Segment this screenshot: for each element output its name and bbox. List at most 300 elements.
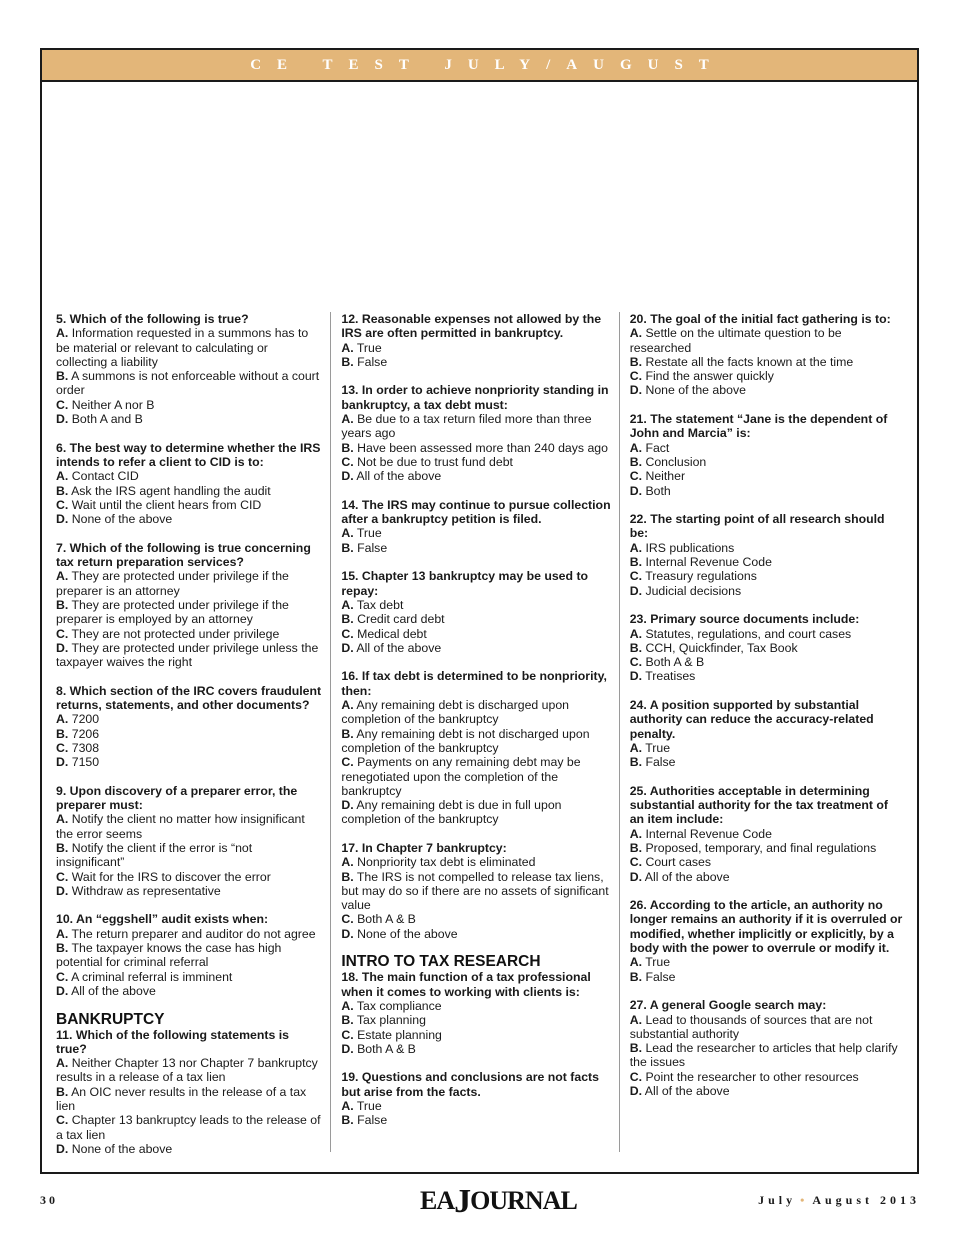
question-item [341,970,610,1056]
option-letter: A. [341,412,354,427]
question-text: 24. A position supported by substantial authority can reduce the accuracy-related penalty. [629,698,874,741]
answer-option [341,641,610,655]
question-text: 11. Which of the following statements is true? [56,1027,289,1056]
option-text: Find the answer quickly [645,369,774,384]
answer-option [56,569,322,598]
answer-option [56,1085,322,1114]
answer-option [341,927,610,941]
question-text: 25. Authorities acceptable in determining substantial authority for the tax treatment of an item include: [629,783,888,827]
option-letter: B. [629,755,643,770]
option-text: Any remaining debt is due in full upon completion of the bankruptcy [341,798,562,827]
option-letter: A. [56,1056,69,1071]
option-letter: C. [56,969,69,984]
answer-option [341,1099,610,1113]
answer-option [56,412,322,426]
option-letter: C. [56,397,69,412]
option-text: Both A and B [71,412,143,427]
option-letter: D. [56,640,69,655]
question-item [630,612,905,683]
option-text: They are not protected under privilege [71,626,280,641]
answer-option [341,455,610,469]
option-letter: D. [56,512,69,527]
question-text: 16. If tax debt is determined to be nonpriority, then: [341,669,607,698]
question-text: 14. The IRS may continue to pursue collection after a bankruptcy petition is filed. [341,497,611,527]
answer-option [56,812,322,841]
option-text: Both A & B [357,912,416,927]
option-text: Wait until the client hears from CID [71,497,262,512]
answer-option [630,741,905,755]
answer-option [341,469,610,483]
column-1 [56,312,330,1156]
page-footer [40,1183,920,1220]
option-text: Neither [645,469,686,484]
option-text: False [357,540,388,555]
answer-option [56,841,322,870]
option-letter: D. [629,483,643,498]
question-text: 18. The main function of a tax professional when it comes to working with clients is: [341,970,591,999]
answer-option [630,469,905,483]
answer-option [630,1084,905,1098]
option-letter: A. [341,340,354,355]
option-text: The IRS is not compelled to release tax liens, but may do so if there are no assets of significant value [341,869,609,913]
answer-option [341,1042,610,1056]
option-letter: D. [629,869,643,884]
question-text: 12. Reasonable expenses not allowed by the IRS are often permitted in bankruptcy. [341,312,602,341]
question-item [56,541,322,670]
option-text: A summons is not enforceable without a court order [56,369,320,398]
option-text: False [357,1113,388,1128]
option-text: Notify the client no matter how insignificant the error seems [56,812,305,841]
answer-option [630,541,905,555]
question-text: 21. The statement “Jane is the dependent of John and Marcia” is: [629,412,888,441]
option-letter: B. [341,540,354,555]
option-text: Statutes, regulations, and court cases [645,626,852,641]
option-text: True [356,340,382,355]
option-text: 7200 [71,712,100,727]
option-letter: D. [56,412,69,427]
option-letter: B. [56,840,69,855]
question-text: 26. According to the article, an authority no longer remains an authority if it is overruled or modified, whether implicitly or explicitly, by a body with the power to overrule or modify it. [629,898,903,956]
option-text: Lead to thousands of sources that are not substantial authority [629,1012,873,1041]
question-text: 5. Which of the following is true? [56,312,249,326]
issue-separator: • [800,1193,809,1207]
option-text: Have been assessed more than 240 days ago [357,440,608,455]
question-text: 20. The goal of the initial fact gathering is to: [629,312,891,326]
option-text: 7206 [71,726,100,741]
option-text: All of the above [644,1084,730,1099]
answer-option [341,870,610,913]
answer-option [630,1041,905,1070]
option-letter: C. [629,855,643,870]
option-letter: B. [629,840,643,855]
answer-option [630,1013,905,1042]
question-item [56,912,322,998]
option-text: They are protected under privilege unless the taxpayer waives the right [56,640,319,670]
option-text: All of the above [356,640,442,655]
option-text: None of the above [645,383,746,398]
option-text: Contact CID [71,469,139,484]
option-text: A criminal referral is imminent [71,969,233,984]
option-letter: A. [629,540,643,555]
option-letter: D. [56,883,69,898]
answer-option [341,727,610,756]
question-item [630,512,905,598]
question-item [341,498,610,555]
page-number: 30 [40,1193,58,1207]
option-letter: A. [629,326,643,341]
answer-option [341,1028,610,1042]
option-letter: A. [56,812,69,827]
answer-option [630,955,905,969]
option-text: All of the above [356,469,442,484]
option-text: The return preparer and auditor do not agree [71,926,316,941]
option-letter: A. [629,1012,643,1027]
answer-option [341,412,610,441]
option-text: Treasury regulations [645,569,757,584]
question-item [56,784,322,898]
answer-option [56,1113,322,1142]
option-text: Both A & B [357,1041,416,1056]
question-item [56,1028,322,1157]
option-text: False [645,969,676,984]
question-columns [56,312,905,1156]
option-letter: B. [56,726,69,741]
answer-option [630,827,905,841]
option-text: Not be due to trust fund debt [357,454,513,469]
option-letter: C. [56,497,69,512]
option-letter: A. [629,626,643,641]
option-letter: D. [629,383,643,398]
answer-option [341,526,610,540]
option-text: Tax planning [356,1013,426,1028]
answer-option [341,999,610,1013]
question-text: 7. Which of the following is true concerning tax return preparation services? [56,540,311,570]
question-item [341,312,610,369]
option-letter: C. [341,626,354,641]
answer-option [630,355,905,369]
option-text: Estate planning [357,1027,442,1042]
option-text: They are protected under privilege if the preparer is an attorney [56,569,289,598]
answer-option [341,912,610,926]
logo-j: J [454,1183,471,1220]
answer-option [56,1142,322,1156]
answer-option [630,326,905,355]
question-item [630,898,905,984]
option-letter: A. [629,826,643,841]
answer-option [630,669,905,683]
answer-option [56,970,322,984]
option-letter: D. [56,983,69,998]
page-frame [40,48,919,1174]
option-text: Withdraw as representative [71,883,221,898]
answer-option [341,541,610,555]
option-text: None of the above [71,1141,173,1156]
option-letter: A. [341,526,354,541]
option-letter: C. [341,454,354,469]
option-text: Any remaining debt is discharged upon completion of the bankruptcy [341,698,570,727]
option-letter: C. [56,626,69,641]
option-letter: C. [629,1069,643,1084]
answer-option [630,855,905,869]
option-letter: A. [341,1099,354,1114]
answer-option [56,927,322,941]
option-letter: A. [56,569,69,584]
option-text: 7308 [71,740,100,755]
answer-option [341,627,610,641]
answer-option [341,698,610,727]
answer-option [56,727,322,741]
option-letter: A. [56,926,69,941]
option-text: Settle on the ultimate question to be researched [629,326,842,355]
question-text: 22. The starting point of all research should be: [629,512,885,541]
option-text: Be due to a tax return filed more than three years ago [341,412,592,441]
option-text: Payments on any remaining debt may be renegotiated upon the completion of the bankruptcy [341,755,581,798]
answer-option [56,627,322,641]
option-text: Tax compliance [356,998,442,1013]
answer-option [56,712,322,726]
column-3 [619,312,905,1152]
option-letter: A. [341,998,354,1013]
option-text: Point the researcher to other resources [645,1069,859,1084]
option-text: Chapter 13 bankruptcy leads to the release of a tax lien [56,1113,321,1142]
answer-option [341,441,610,455]
answer-option [56,512,322,526]
option-letter: A. [629,955,643,970]
question-text: 13. In order to achieve nonpriority standing in bankruptcy, a tax debt must: [341,383,609,412]
question-item [341,383,610,483]
option-letter: B. [629,1041,643,1056]
option-letter: B. [341,869,354,884]
option-text: Neither A nor B [71,397,155,412]
question-item [341,669,610,826]
question-item [630,412,905,498]
answer-option [56,398,322,412]
option-text: None of the above [357,926,458,941]
section-banner [42,50,917,82]
option-letter: B. [56,941,69,956]
answer-option [56,941,322,970]
question-text: 17. In Chapter 7 bankruptcy: [341,840,507,855]
option-text: Nonpriority tax debt is eliminated [357,855,536,870]
option-text: Both A & B [645,655,705,670]
option-letter: C. [629,655,643,670]
option-letter: D. [629,669,643,684]
answer-option [630,655,905,669]
option-letter: B. [56,1084,69,1099]
answer-option [341,355,610,369]
option-text: False [645,755,676,770]
answer-option [56,884,322,898]
answer-option [56,755,322,769]
option-letter: A. [56,326,69,341]
option-letter: D. [629,583,643,598]
answer-option [56,369,322,398]
option-text: False [357,354,388,369]
option-letter: D. [629,1084,643,1099]
option-letter: A. [629,740,643,755]
option-letter: C. [341,912,354,927]
answer-option [56,484,322,498]
answer-option [630,584,905,598]
option-text: 7150 [71,755,100,770]
option-letter: D. [341,1041,354,1056]
question-text: 9. Upon discovery of a preparer error, the preparer must: [56,783,298,813]
question-item [56,312,322,426]
column-2 [330,312,618,1152]
answer-option [56,641,322,670]
question-text: 15. Chapter 13 bankruptcy may be used to repay: [341,569,589,598]
ea-journal-logo [420,1183,577,1221]
question-item [341,841,610,941]
option-text: Medical debt [357,626,427,641]
answer-option [630,455,905,469]
option-text: Internal Revenue Code [645,555,772,570]
option-letter: C. [56,1113,69,1128]
option-text: Conclusion [645,454,707,469]
answer-option [630,970,905,984]
answer-option [341,755,610,798]
answer-option [56,984,322,998]
option-letter: B. [341,612,354,627]
answer-option [630,870,905,884]
logo-ea: EA [420,1186,455,1215]
option-text: Tax debt [356,597,404,612]
option-text: An OIC never results in the release of a tax lien [56,1084,307,1114]
option-text: True [356,1099,382,1114]
answer-option [56,469,322,483]
issue-month: July [758,1193,797,1207]
answer-option [630,484,905,498]
option-letter: B. [56,597,69,612]
option-letter: A. [341,855,354,870]
option-text: Fact [645,440,670,455]
answer-option [630,555,905,569]
answer-option [341,612,610,626]
option-letter: D. [56,1141,69,1156]
option-text: True [356,526,382,541]
option-text: Both [645,483,671,498]
answer-option [341,1013,610,1027]
option-letter: D. [56,755,69,770]
option-letter: C. [629,469,643,484]
option-letter: C. [629,369,643,384]
question-text: 8. Which section of the IRC covers fraudulent returns, statements, and other documents? [56,683,322,713]
option-text: Any remaining debt is not discharged upon completion of the bankruptcy [341,726,590,755]
option-text: True [645,955,671,970]
option-letter: B. [56,483,69,498]
option-text: Credit card debt [357,612,445,627]
option-letter: B. [341,1113,354,1128]
question-item [341,1070,610,1127]
answer-option [56,598,322,627]
option-text: Judicial decisions [645,583,742,598]
option-text: Court cases [645,855,712,870]
question-text: 6. The best way to determine whether the IRS intends to refer a client to CID is to: [56,440,321,469]
option-text: Proposed, temporary, and final regulations [645,840,877,855]
question-item [56,441,322,527]
option-letter: A. [56,469,69,484]
answer-option [341,1113,610,1127]
option-text: Ask the IRS agent handling the audit [71,483,271,498]
logo-rest: OURNAL [470,1186,577,1215]
option-letter: C. [341,1027,354,1042]
option-letter: B. [341,440,354,455]
option-letter: C. [341,755,354,770]
answer-option [56,498,322,512]
option-letter: B. [341,1013,354,1028]
section-heading: INTRO TO TAX RESEARCH [341,953,541,971]
question-item [341,569,610,655]
option-letter: B. [629,969,643,984]
option-text: Neither Chapter 13 nor Chapter 7 bankruptcy results in a release of a tax lien [56,1056,318,1085]
option-letter: B. [341,354,354,369]
banner-title: CE TEST JULY/AUGUST [250,56,725,73]
question-item [630,312,905,398]
option-letter: D. [341,798,354,813]
answer-option [630,755,905,769]
option-text: Wait for the IRS to discover the error [71,869,271,884]
option-letter: A. [341,698,354,713]
question-item [630,998,905,1098]
question-text: 27. A general Google search may: [629,998,827,1013]
option-letter: A. [56,712,69,727]
answer-option [56,741,322,755]
option-text: None of the above [71,512,173,527]
option-letter: C. [56,740,69,755]
answer-option [341,341,610,355]
answer-option [341,855,610,869]
question-item [56,684,322,770]
option-letter: B. [629,454,643,469]
option-text: Internal Revenue Code [645,826,772,841]
answer-option [630,383,905,397]
option-letter: A. [629,440,643,455]
option-text: All of the above [71,983,156,998]
option-letter: D. [341,640,354,655]
issue-date [758,1193,920,1208]
answer-option [630,841,905,855]
answer-option [630,369,905,383]
option-text: All of the above [644,869,730,884]
answer-option [56,326,322,369]
answer-option [630,1070,905,1084]
option-letter: C. [56,869,69,884]
option-letter: A. [341,597,354,612]
option-text: Restate all the facts known at the time [645,354,854,369]
question-text: 10. An “eggshell” audit exists when: [56,912,269,927]
answer-option [630,641,905,655]
option-letter: B. [629,555,643,570]
option-text: Lead the researcher to articles that help clarify the issues [629,1041,898,1070]
option-letter: B. [341,726,354,741]
question-text: 19. Questions and conclusions are not facts but arise from the facts. [341,1070,599,1099]
question-item [630,698,905,769]
answer-option [630,627,905,641]
option-letter: D. [341,926,354,941]
option-text: Treatises [645,669,696,684]
option-text: IRS publications [645,540,735,555]
option-letter: C. [629,569,643,584]
question-item [630,784,905,884]
question-text: 23. Primary source documents include: [629,612,860,627]
answer-option [341,798,610,827]
answer-option [630,441,905,455]
issue-rest: August 2013 [812,1193,920,1207]
answer-option [630,569,905,583]
option-letter: B. [629,354,643,369]
option-text: True [645,740,671,755]
option-text: They are protected under privilege if the preparer is employed by an attorney [56,597,289,627]
